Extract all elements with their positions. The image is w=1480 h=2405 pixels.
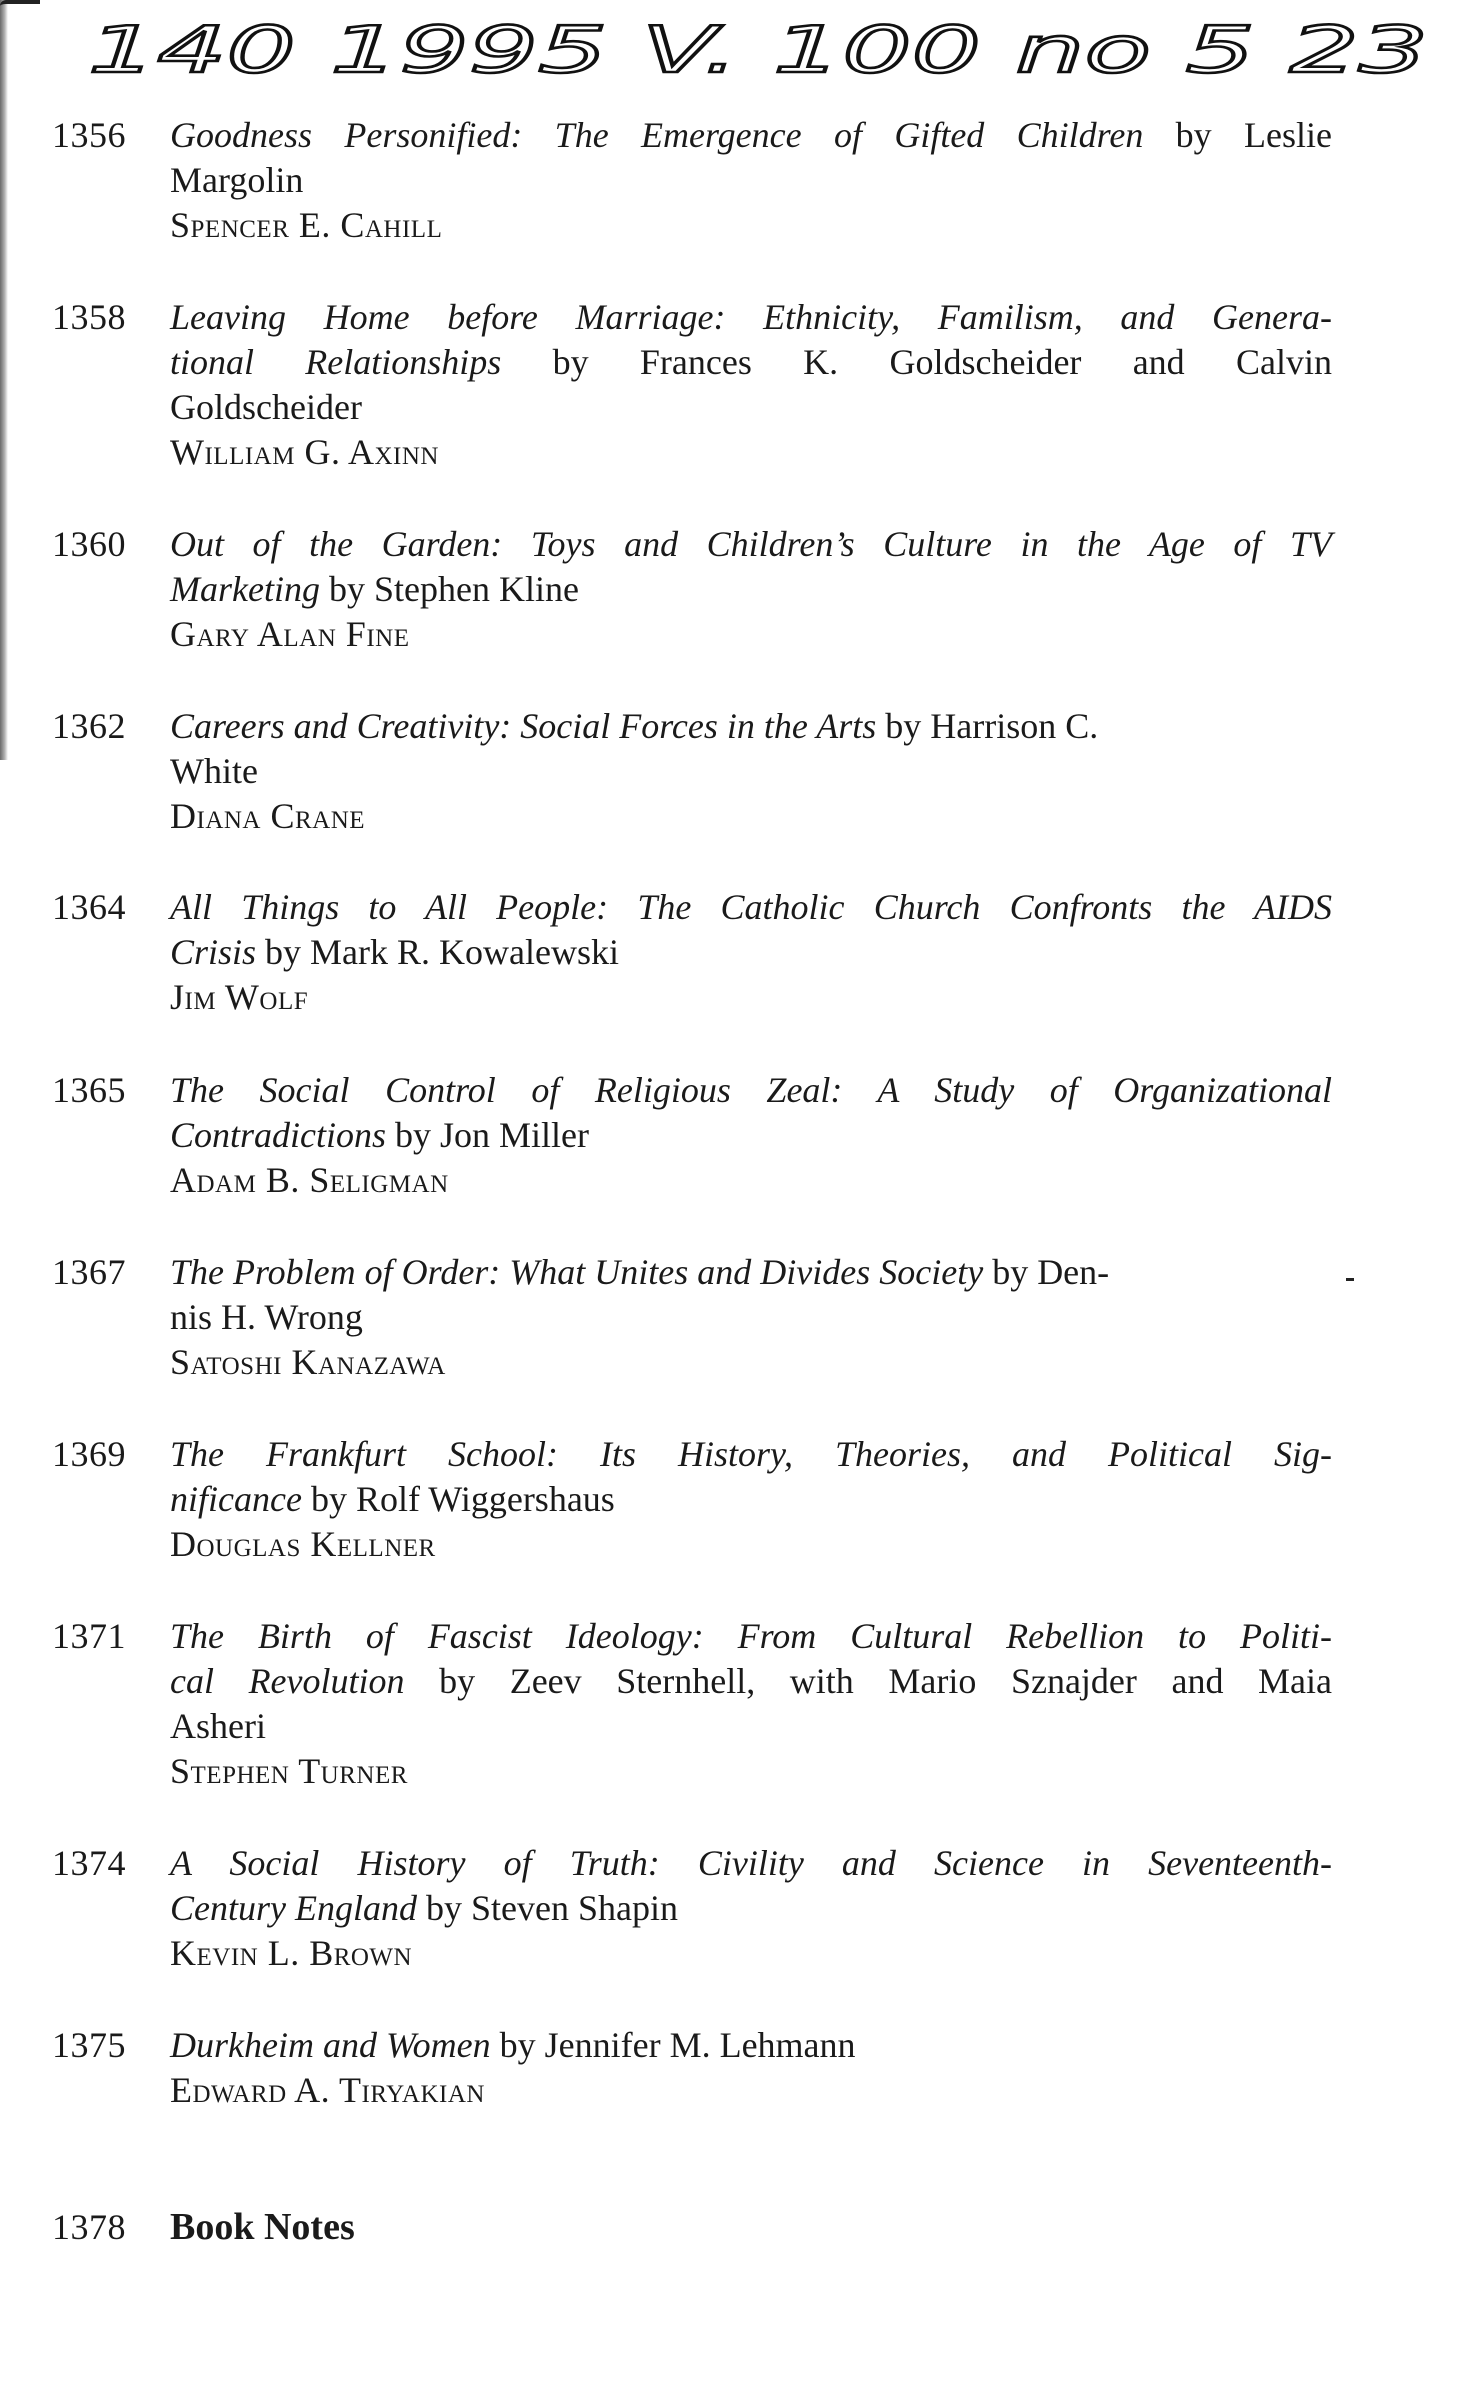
page-number: 1362 <box>52 706 126 746</box>
book-title: Contradictions <box>170 1115 387 1155</box>
book-title: A Social History of Truth: Civility and Science in Seventeenth- <box>170 1843 1332 1883</box>
page-number: 1358 <box>52 297 126 337</box>
reviewer-name: Douglas Kellner <box>170 1524 436 1564</box>
citation-line <box>170 930 1332 975</box>
book-title: Crisis <box>170 932 257 972</box>
citation-line <box>170 1295 1332 1340</box>
page-number: 1374 <box>52 1843 126 1883</box>
citation-line <box>170 1704 1332 1749</box>
citation-line <box>170 567 1332 612</box>
entry-citation <box>170 2205 1332 2250</box>
citation-line <box>170 885 1332 930</box>
handwritten-annotation <box>0 0 1480 95</box>
reviewer-name: Edward A. Tiryakian <box>170 2070 485 2110</box>
author-text: by Mark R. Kowalewski <box>256 932 619 972</box>
book-title: Century England <box>170 1888 417 1928</box>
author-text: by Leslie <box>1143 115 1332 155</box>
book-title: Durkheim and Women <box>170 2025 491 2065</box>
book-title: Careers and Creativity: Social Forces in the Arts <box>170 706 877 746</box>
reviewer-name: Satoshi Kanazawa <box>170 1342 446 1382</box>
author-text: by Den- <box>983 1252 1110 1292</box>
page-number: 1378 <box>52 2207 126 2247</box>
citation-line <box>170 1886 1332 1931</box>
entry-citation <box>170 1841 1332 1976</box>
book-title: Marketing <box>170 569 320 609</box>
page-number: 1375 <box>52 2025 126 2065</box>
book-title: All Things to All People: The Catholic Church Confronts the AIDS <box>170 887 1332 927</box>
author-text: Goldscheider <box>170 387 362 427</box>
page-number: 1364 <box>52 887 126 927</box>
author-text: by Steven Shapin <box>416 1888 678 1928</box>
book-title: The Social Control of Religious Zeal: A Study of Organizational <box>170 1070 1332 1110</box>
entry-citation <box>170 113 1332 248</box>
book-title: Goodness Personified: The Emergence of Gifted Children <box>170 115 1144 155</box>
citation-line <box>170 1250 1332 1295</box>
book-notes-heading: Book Notes <box>170 2206 355 2248</box>
book-title: The Frankfurt School: Its History, Theories, and Political Sig- <box>170 1434 1332 1474</box>
citation-line <box>170 1113 1332 1158</box>
citation-line <box>170 113 1332 158</box>
page-number: 1371 <box>52 1616 126 1656</box>
author-text: by Rolf Wiggershaus <box>301 1479 615 1519</box>
stray-mark <box>1346 1278 1354 1281</box>
reviewer-name: Diana Crane <box>170 796 366 836</box>
citation-line <box>170 1659 1332 1704</box>
reviewer-name: Gary Alan Fine <box>170 614 410 654</box>
entry-citation <box>170 1614 1332 1794</box>
book-title: The Problem of Order: What Unites and Divides Society <box>170 1252 984 1292</box>
citation-line <box>170 704 1332 749</box>
author-text: by Harrison C. <box>876 706 1099 746</box>
book-title: Leaving Home before Marriage: Ethnicity, Familism, and Genera- <box>170 297 1332 337</box>
citation-line <box>170 1841 1332 1886</box>
book-title: The Birth of Fascist Ideology: From Cultural Rebellion to Politi- <box>170 1616 1332 1656</box>
author-text: by Zeev Sternhell, with Mario Sznajder and Maia <box>404 1661 1333 1701</box>
book-title: nificance <box>170 1479 302 1519</box>
entry-citation <box>170 1068 1332 1203</box>
citation-line <box>170 158 1332 203</box>
page-number: 1369 <box>52 1434 126 1474</box>
handwritten-note: 140 1995 V. 100 no 5 23 <box>88 14 1428 88</box>
citation-line <box>170 1432 1332 1477</box>
reviewer-name: William G. Axinn <box>170 432 439 472</box>
scan-edge-shadow <box>0 0 8 760</box>
citation-line <box>170 1068 1332 1113</box>
author-text: by Frances K. Goldscheider and Calvin <box>501 342 1332 382</box>
entry-citation <box>170 1250 1332 1385</box>
author-text: nis H. Wrong <box>170 1297 363 1337</box>
author-text: by Jon Miller <box>386 1115 590 1155</box>
citation-line <box>170 1614 1332 1659</box>
entry-citation <box>170 522 1332 657</box>
reviewer-name: Kevin L. Brown <box>170 1933 413 1973</box>
citation-line <box>170 340 1332 385</box>
citation-line <box>170 385 1332 430</box>
entry-citation <box>170 704 1332 839</box>
citation-line <box>170 295 1332 340</box>
citation-line <box>170 749 1332 794</box>
page-number: 1360 <box>52 524 126 564</box>
author-text: White <box>170 751 258 791</box>
citation-line <box>170 2023 1332 2068</box>
author-text: by Stephen Kline <box>319 569 579 609</box>
book-title: tional Relationships <box>170 342 502 382</box>
reviewer-name: Spencer E. Cahill <box>170 205 443 245</box>
entry-citation <box>170 885 1332 1020</box>
author-text: Margolin <box>170 160 304 200</box>
page-number: 1356 <box>52 115 126 155</box>
reviewer-name: Jim Wolf <box>170 977 309 1017</box>
citation-line <box>170 1477 1332 1522</box>
book-title: Out of the Garden: Toys and Children’s Culture in the Age of TV <box>170 524 1332 564</box>
citation-line <box>170 522 1332 567</box>
author-text: Asheri <box>170 1706 266 1746</box>
entry-citation <box>170 2023 1332 2113</box>
entry-citation <box>170 1432 1332 1567</box>
author-text: by Jennifer M. Lehmann <box>490 2025 856 2065</box>
page-number: 1367 <box>52 1252 126 1292</box>
reviewer-name: Stephen Turner <box>170 1751 408 1791</box>
page-number: 1365 <box>52 1070 126 1110</box>
book-title: cal Revolution <box>170 1661 405 1701</box>
entry-citation <box>170 295 1332 475</box>
reviewer-name: Adam B. Seligman <box>170 1160 449 1200</box>
